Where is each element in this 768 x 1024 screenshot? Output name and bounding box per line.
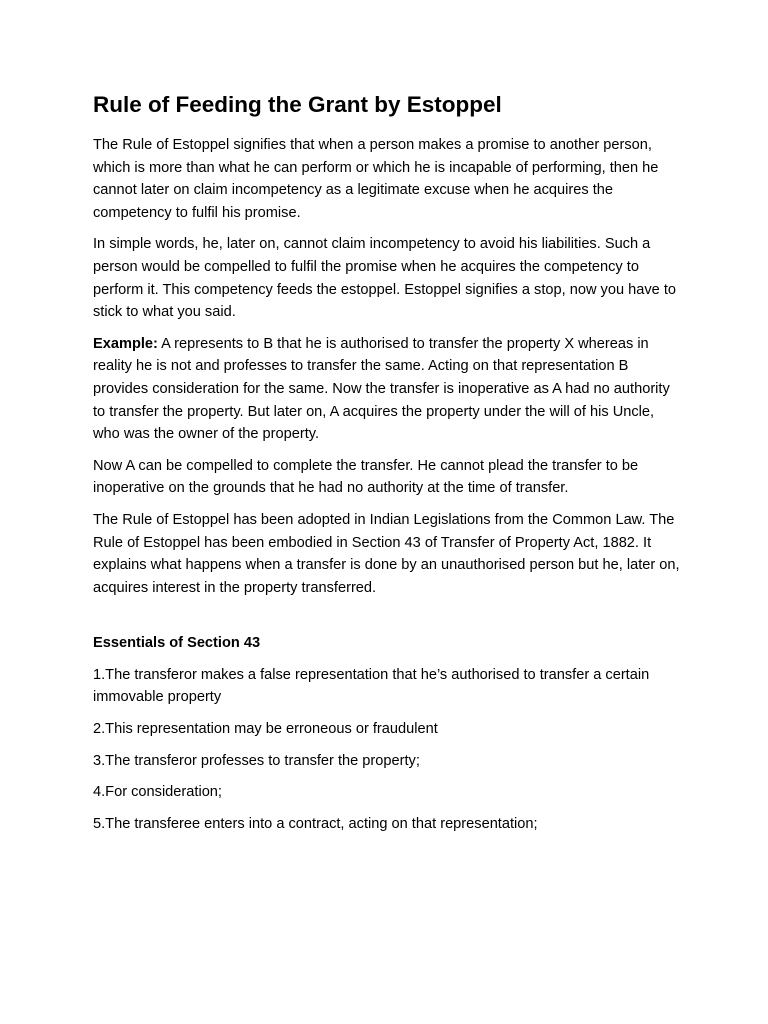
essentials-heading: Essentials of Section 43 — [93, 635, 261, 652]
list-item: 5.The transferee enters into a contract, acting on that representation; — [93, 815, 538, 832]
list-item: 1.The transferor makes a false representation that he’s authorised to transfer a certain immovable property — [93, 666, 650, 706]
example-label: Example: — [93, 335, 158, 352]
paragraph-section-43: The Rule of Estoppel has been adopted in Indian Legislations from the Common Law. The Rule of Estoppel has been embodied in Section 43 of Transfer of Property Act, 1882. It explains what happens when a transfer is done by an unauthorised person but he, later on, acquires interest in the property transferred. — [93, 511, 680, 596]
example-text: A represents to B that he is authorised to transfer the property X whereas in reality he is not and professes to transfer the same. Acting on that representation B provides consideration for the same. Now the transfer is inoperative as A had no authority to transfer the property. But later on, A acquires the property under the will of his Uncle, who was the owner of the property. — [93, 335, 670, 443]
paragraph-estoppel-definition: The Rule of Estoppel signifies that when a person makes a promise to another person, which is more than what he can perform or which he is incapable of performing, then he cannot later on claim incompetency as a legitimate excuse when he acquires the competency to fulfil his promise. — [93, 137, 659, 221]
list-item: 3.The transferor professes to transfer the property; — [93, 752, 420, 769]
list-item: 4.For consideration; — [93, 784, 222, 801]
document-page — [93, 88, 683, 844]
paragraph-simple-words: In simple words, he, later on, cannot claim incompetency to avoid his liabilities. Such a person would be compelled to fulfil the promise when he acquires the competency to perform it. This competency feeds the estoppel. Estoppel signifies a stop, now you have to stick to what you said. — [93, 236, 676, 321]
list-item: 2.This representation may be erroneous or fraudulent — [93, 721, 438, 738]
document-title: Rule of Feeding the Grant by Estoppel — [93, 92, 502, 117]
paragraph-example — [93, 333, 683, 446]
paragraph-compelled: Now A can be compelled to complete the transfer. He cannot plead the transfer to be inoperative on the grounds that he had no authority at the time of transfer. — [93, 457, 639, 497]
section-spacer — [93, 608, 683, 632]
